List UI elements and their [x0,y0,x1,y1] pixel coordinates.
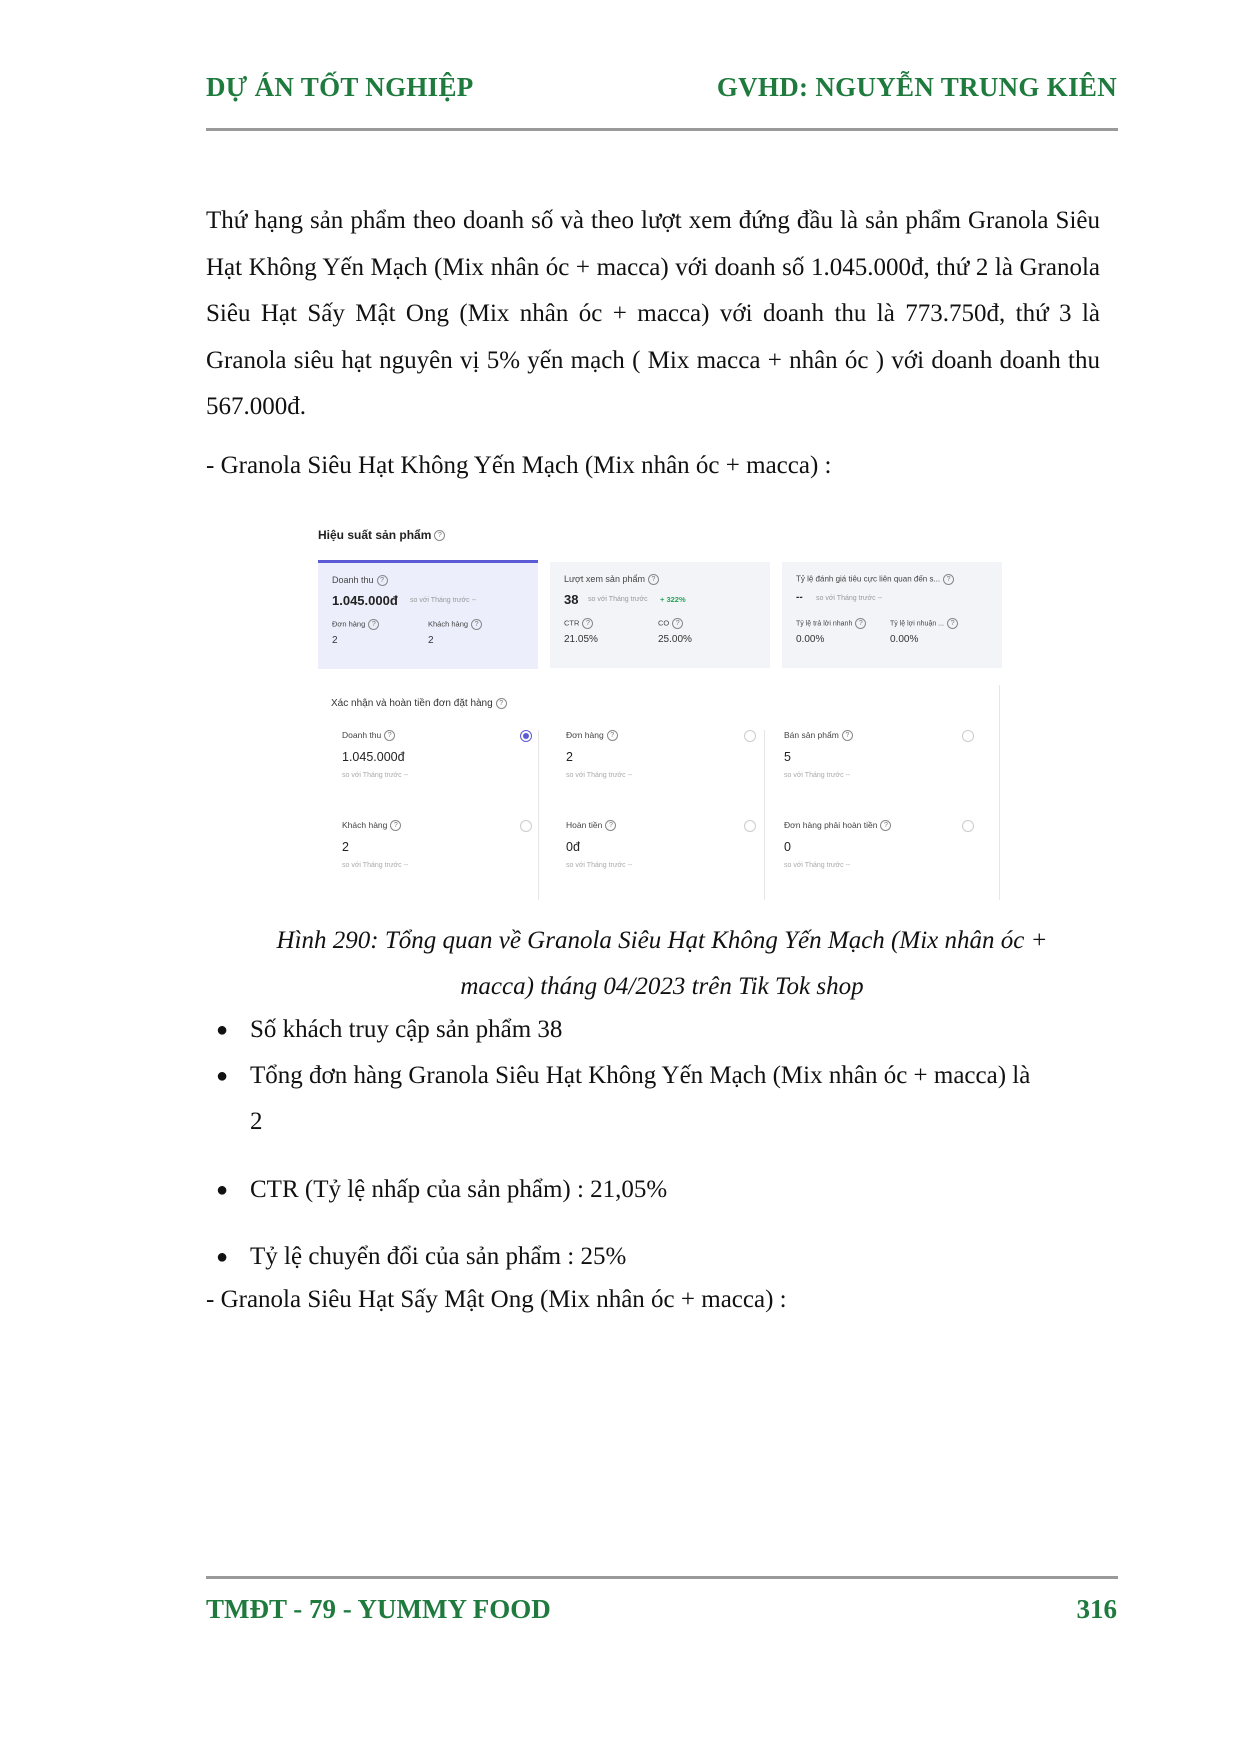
card-sub-label: CTR ? [564,618,593,629]
card-sub-value: 21.05% [564,634,598,645]
metric-compare: so với Tháng trước -- [784,772,851,779]
card-change: + 322% [660,595,686,604]
metric-orders[interactable] [566,730,766,800]
help-icon: ? [582,618,593,629]
card-label: Doanh thu ? [332,575,388,586]
column-divider [999,685,1000,900]
card-compare: so với Tháng trước -- [816,595,883,602]
card-label: Tỷ lệ đánh giá tiêu cực liên quan đến s... ? [796,574,954,585]
card-value: 1.045.000đ [332,593,398,608]
help-icon: ? [947,618,958,629]
bullet-dot-icon: ● [216,1246,229,1268]
metric-customers[interactable] [342,820,542,890]
product-performance-screenshot [316,520,1006,900]
help-icon: ? [434,530,445,541]
metric-compare: so với Tháng trước -- [566,862,633,869]
metric-radio[interactable] [520,730,532,742]
card-sub-value: 2 [332,635,338,646]
intro-paragraph: Thứ hạng sản phẩm theo doanh số và theo lượt xem đứng đầu là sản phẩm Granola Siêu Hạt Không Yến Mạch (Mix nhân óc + macca) với doanh số 1.045.000đ, thứ 2 là Granola Siêu Hạt Sấy Mật Ong (Mix nhân óc + macca) với doanh thu là 773.750đ, thứ 3 là Granola siêu hạt nguyên vị 5% yến mạch ( Mix macca + nhân óc ) với doanh doanh thu 567.000đ. [206,207,1100,420]
caption-line-2: macca) tháng 04/2023 trên Tik Tok shop [460,973,864,1000]
card-label: Lượt xem sản phẩm ? [564,574,659,585]
metric-compare: so với Tháng trước -- [342,862,409,869]
help-icon: ? [842,730,853,741]
card-sub-label: Khách hàng ? [428,619,482,630]
product-views-card[interactable] [550,562,770,668]
help-icon: ? [880,820,891,831]
metric-radio[interactable] [520,820,532,832]
card-sub-label: CO ? [658,618,683,629]
help-icon: ? [607,730,618,741]
card-compare: so với Tháng trước [588,596,648,603]
metric-radio[interactable] [962,820,974,832]
metric-revenue[interactable] [342,730,542,800]
help-icon: ? [368,619,379,630]
figure-caption [206,918,1118,1010]
help-icon: ? [943,574,954,585]
header-project-title: DỰ ÁN TỐT NGHIỆP [206,72,474,102]
metric-label: Hoàn tiền ? [566,820,616,831]
card-value: 38 [564,592,579,607]
metric-value: 0 [784,840,791,854]
metric-label: Doanh thu ? [342,730,395,741]
card-sub-value: 0.00% [890,634,919,645]
card-compare: so với Tháng trước -- [410,597,477,604]
bullet-dot-icon: ● [216,1065,229,1087]
metric-label: Bán sản phẩm ? [784,730,853,741]
help-icon: ? [672,618,683,629]
screenshot-title-text: Hiệu suất sản phẩm [318,528,432,542]
card-value: -- [796,592,803,603]
card-sub-value: 0.00% [796,634,825,645]
bullet-dot-icon: ● [216,1019,229,1041]
metric-value: 2 [566,750,573,764]
help-icon: ? [390,820,401,831]
metric-radio[interactable] [744,820,756,832]
caption-line-1: Hình 290: Tổng quan về Granola Siêu Hạt Không Yến Mạch (Mix nhân óc + [276,927,1048,954]
help-icon: ? [471,619,482,630]
help-icon: ? [384,730,395,741]
footer-divider [206,1576,1118,1579]
metric-refunds[interactable] [566,820,766,890]
order-confirmation-title: Xác nhận và hoàn tiền đơn đặt hàng ? [331,698,507,709]
metric-refund-orders[interactable] [784,820,984,890]
bullet-dot-icon: ● [216,1179,229,1201]
help-icon: ? [605,820,616,831]
metric-value: 2 [342,840,349,854]
metric-value: 0đ [566,840,580,854]
bullet-text: Tổng đơn hàng Granola Siêu Hạt Không Yến Mạch (Mix nhân óc + macca) là [250,1062,1031,1089]
help-icon: ? [855,618,866,629]
help-icon: ? [648,574,659,585]
metric-radio[interactable] [962,730,974,742]
revenue-card[interactable] [318,560,538,669]
card-sub-value: 2 [428,635,434,646]
header-supervisor: GVHD: NGUYỄN TRUNG KIÊN [716,72,1117,102]
metric-label: Khách hàng ? [342,820,401,831]
negative-review-card[interactable] [782,562,1002,668]
bullet-text: CTR (Tỷ lệ nhấp của sản phẩm) : 21,05% [250,1176,668,1203]
metric-value: 5 [784,750,791,764]
subheading-product-2: - Granola Siêu Hạt Sấy Mật Ong (Mix nhân óc + macca) : [206,1286,787,1313]
metric-products-sold[interactable] [784,730,984,800]
card-sub-label: Tỷ lệ trả lời nhanh ? [796,618,866,629]
page-number: 316 [1076,1594,1117,1624]
card-sub-label: Đơn hàng ? [332,619,379,630]
bullet-text: Số khách truy cập sản phẩm 38 [250,1016,563,1043]
metric-compare: so với Tháng trước -- [566,772,633,779]
metric-compare: so với Tháng trước -- [342,772,409,779]
subheading-product-1: - Granola Siêu Hạt Không Yến Mạch (Mix nhân óc + macca) : [206,452,832,479]
help-icon: ? [377,575,388,586]
metric-label: Đơn hàng phải hoàn tiền ? [784,820,891,831]
metric-radio[interactable] [744,730,756,742]
footer-group-name: TMĐT - 79 - YUMMY FOOD [206,1594,551,1624]
screenshot-title [318,528,445,542]
card-sub-value: 25.00% [658,634,692,645]
help-icon: ? [496,698,507,709]
card-sub-label: Tỷ lệ lợi nhuận ... ? [890,618,958,629]
metric-value: 1.045.000đ [342,750,405,764]
bullet-text: Tỷ lệ chuyển đổi của sản phẩm : 25% [250,1243,627,1270]
header-divider [206,128,1118,131]
metric-compare: so với Tháng trước -- [784,862,851,869]
metric-label: Đơn hàng ? [566,730,618,741]
bullet-text: 2 [250,1108,263,1135]
